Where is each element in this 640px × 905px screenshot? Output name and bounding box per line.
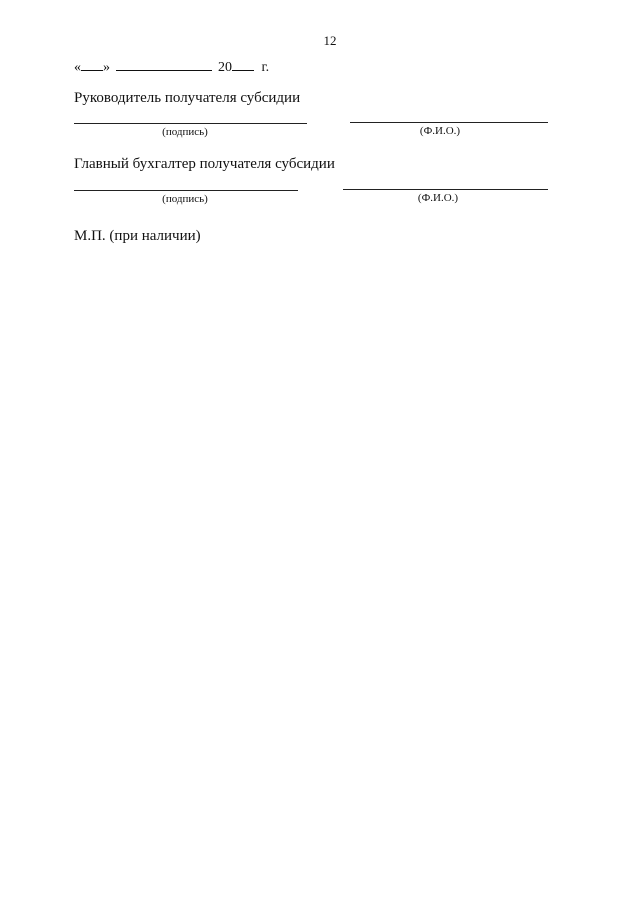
accountant-signature-caption: (подпись) — [162, 193, 208, 205]
month-blank — [116, 58, 212, 71]
head-name-line — [350, 122, 548, 123]
head-name-caption: (Ф.И.О.) — [419, 125, 461, 137]
head-signature-caption: (подпись) — [162, 126, 208, 138]
accountant-name-line — [343, 189, 548, 190]
accountant-title: Главный бухгалтер получателя субсидии — [74, 156, 335, 172]
year-suffix: г. — [261, 60, 270, 75]
head-signature-line — [74, 123, 307, 124]
day-blank — [81, 58, 103, 71]
accountant-name-caption: (Ф.И.О.) — [417, 192, 459, 204]
accountant-signature-line — [74, 190, 298, 191]
stamp-note: М.П. (при наличии) — [74, 228, 201, 244]
head-title: Руководитель получателя субсидии — [74, 90, 301, 106]
date-line — [74, 58, 269, 76]
year-prefix: 20 — [218, 60, 232, 75]
date-open-quote: « — [74, 60, 81, 75]
page-number: 12 — [323, 33, 337, 48]
year-blank — [232, 58, 254, 71]
date-close-quote: » — [103, 60, 110, 75]
